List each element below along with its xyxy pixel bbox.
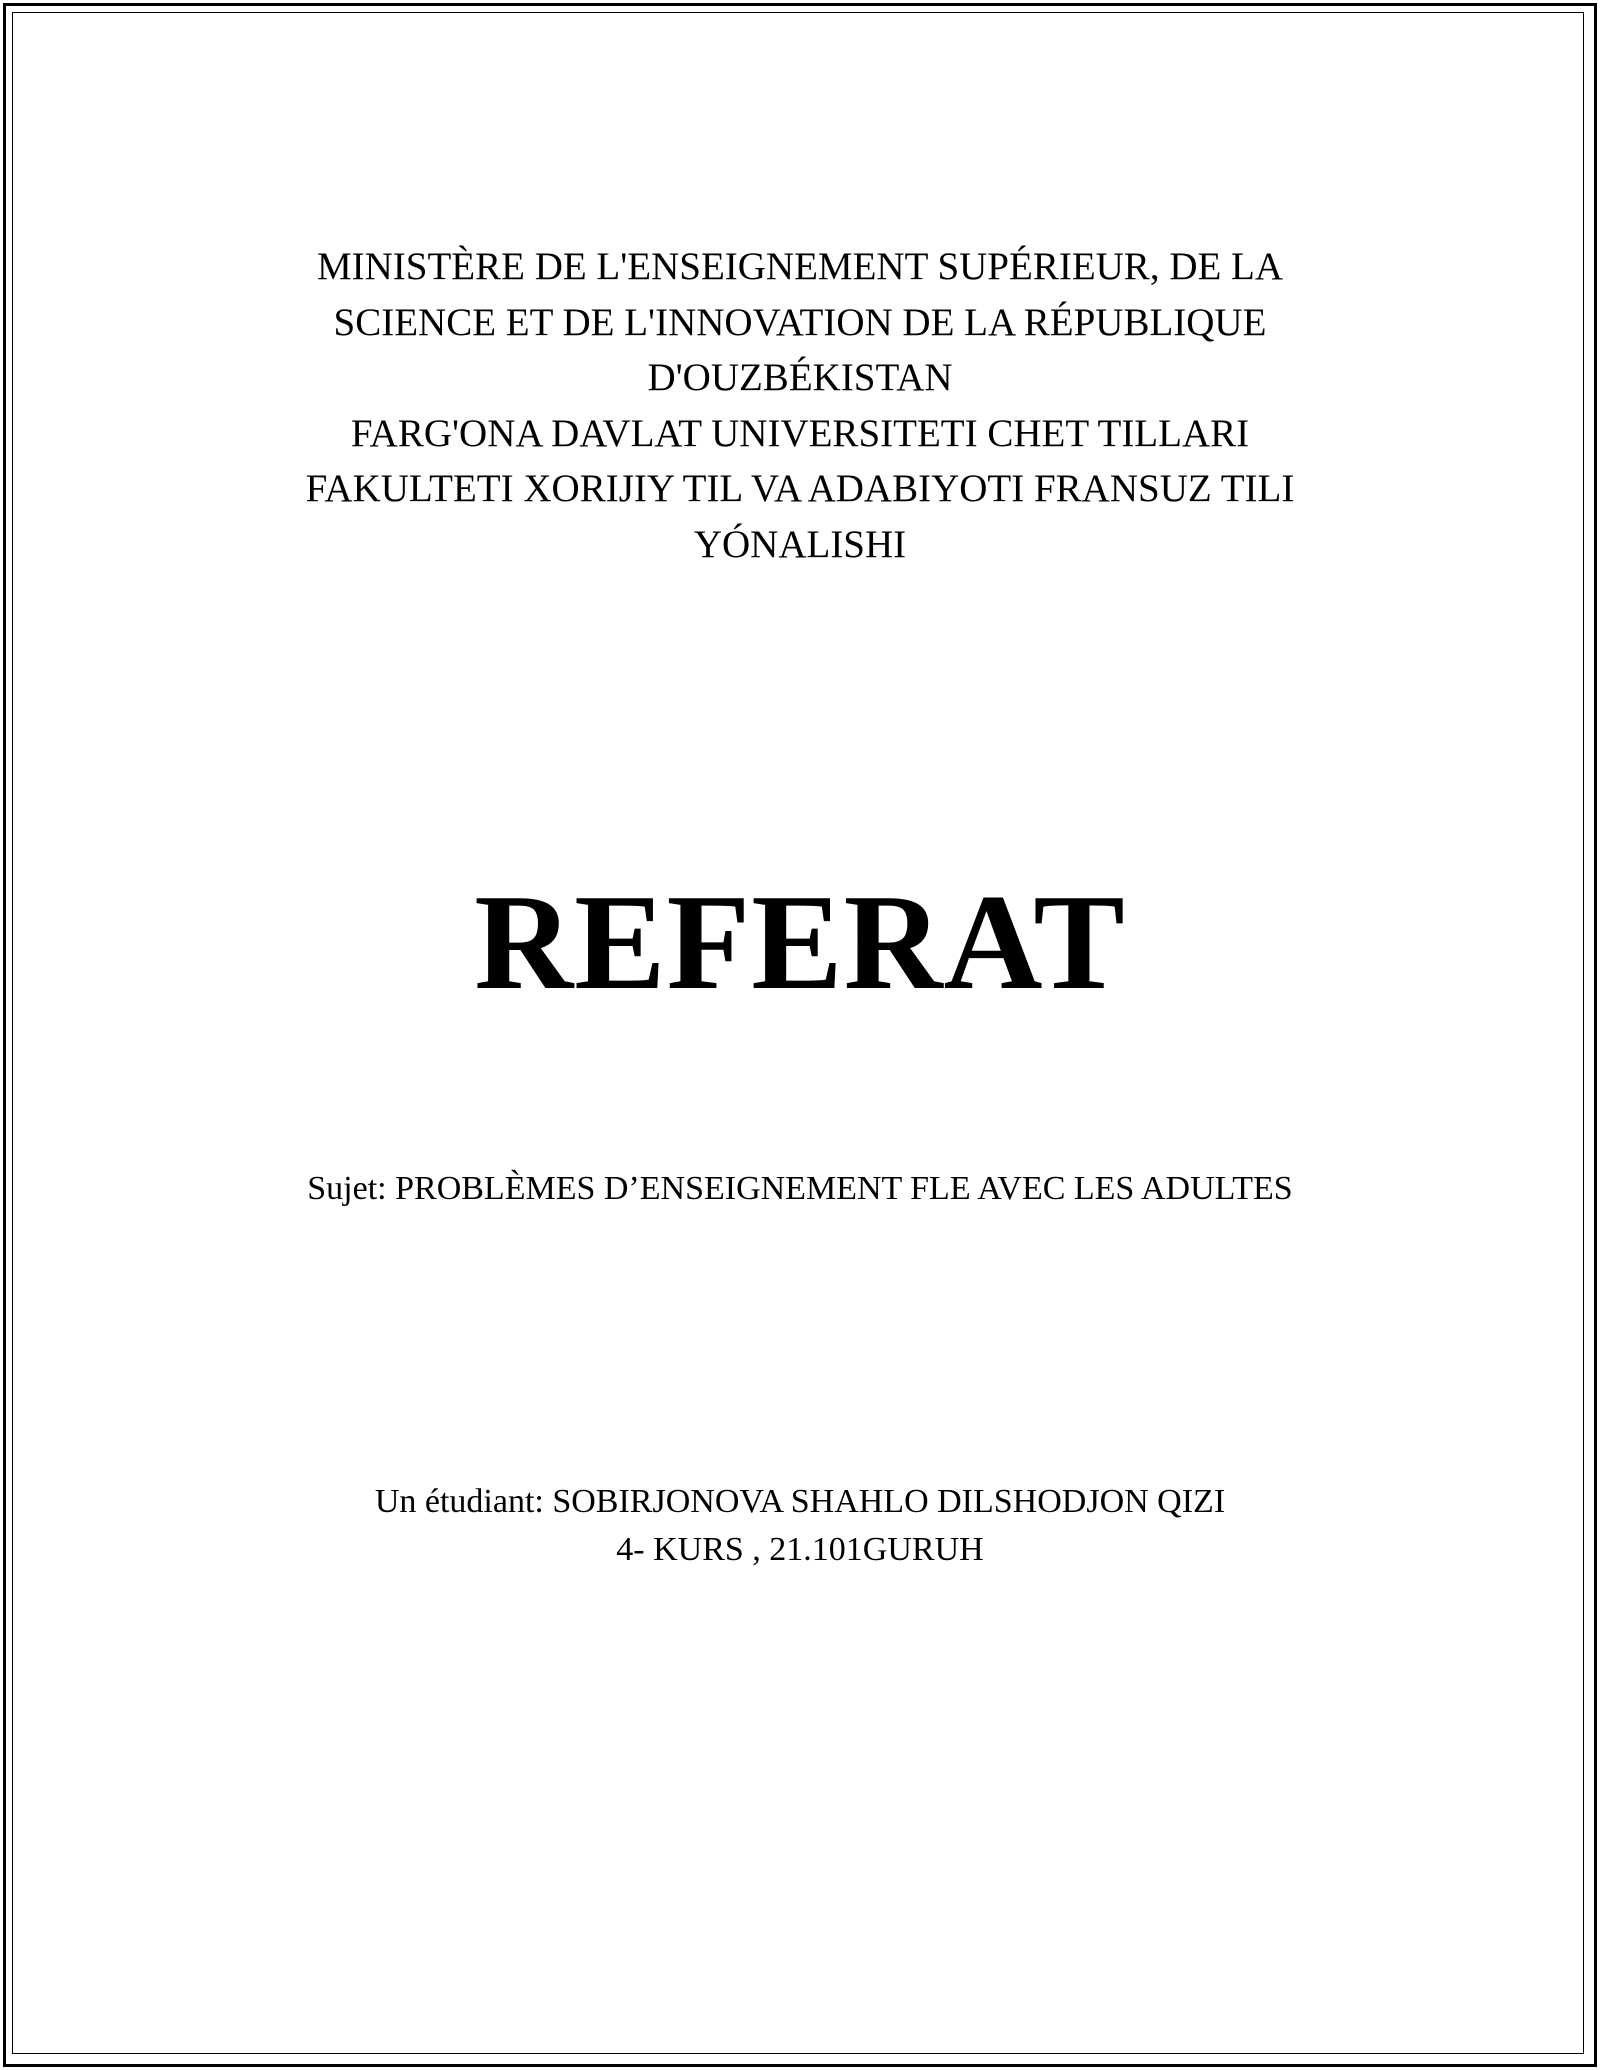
- institution-header: [200, 239, 1400, 572]
- header-line: MINISTÈRE DE L'ENSEIGNEMENT SUPÉRIEUR, DE LA: [316, 245, 1284, 288]
- header-line: FAKULTETI XORIJIY TIL VA ADABIYOTI FRANSUZ TILI: [305, 467, 1295, 510]
- student-course: 4- KURS , 21.101GURUH: [616, 1531, 984, 1568]
- subject-line: Sujet: PROBLÈMES D’ENSEIGNEMENT FLE AVEC LES ADULTES: [307, 1170, 1293, 1207]
- document-title: REFERAT: [474, 866, 1126, 1018]
- header-line: D'OUZBÉKISTAN: [647, 356, 953, 399]
- student-name: Un étudiant: SOBIRJONOVA SHAHLO DILSHODJON QIZI: [374, 1483, 1226, 1520]
- header-line: YÓNALISHI: [693, 522, 907, 566]
- header-line: SCIENCE ET DE L'INNOVATION DE LA RÉPUBLIQUE: [333, 300, 1267, 344]
- header-line: FARG'ONA DAVLAT UNIVERSITETI CHET TILLARI: [350, 411, 1250, 455]
- student-info: [0, 1478, 1600, 1574]
